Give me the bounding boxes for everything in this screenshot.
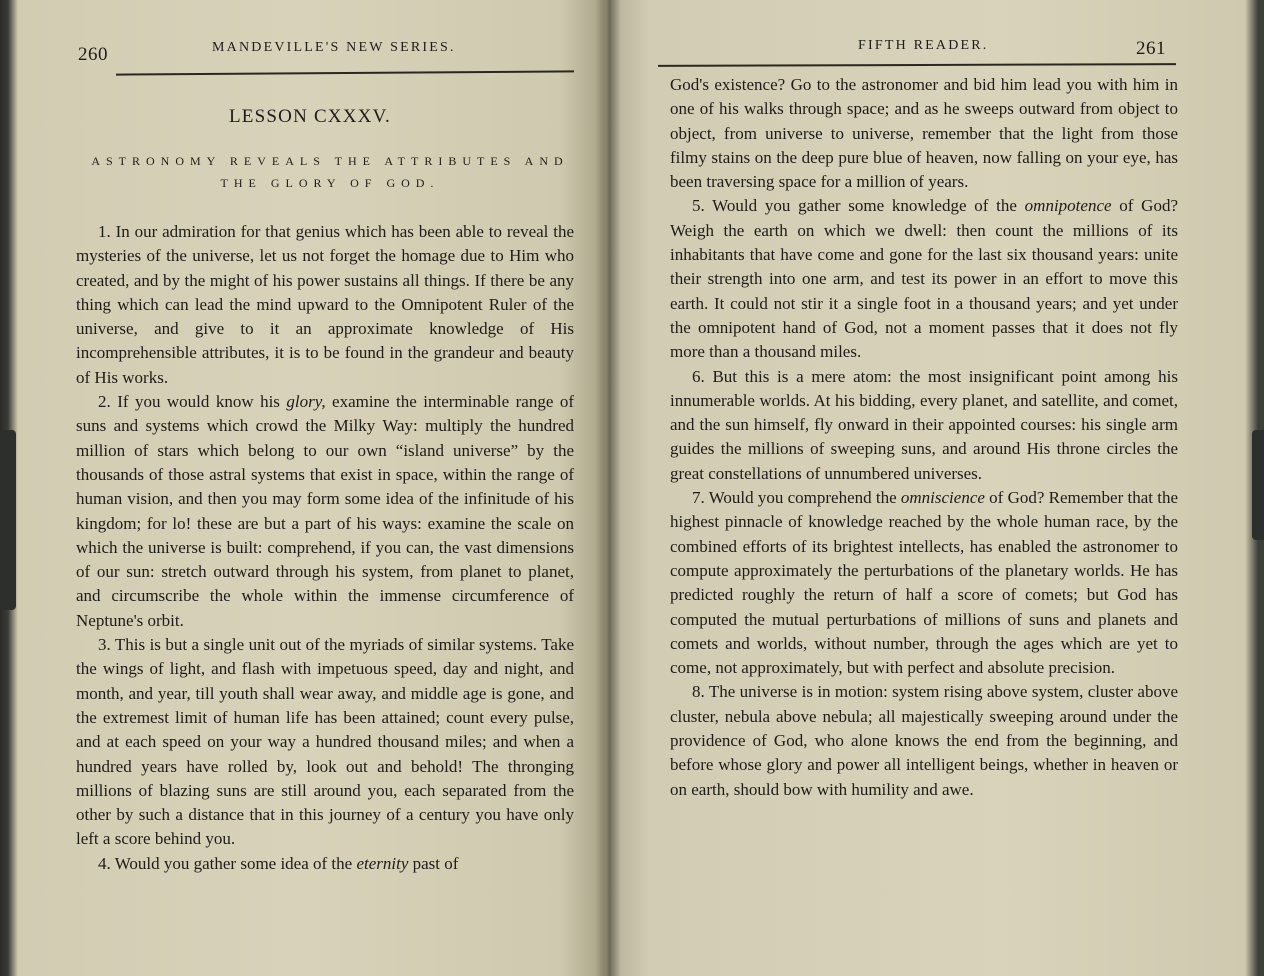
paragraph-4 (76, 852, 574, 876)
subtitle-line-2: THE GLORY OF GOD. (220, 176, 440, 190)
right-page-number: 261 (1136, 38, 1166, 59)
subtitle-line-1: ASTRONOMY REVEALS THE ATTRIBUTES AND (91, 154, 569, 168)
right-page (612, 0, 1252, 976)
paragraph-7-start: 7. Would you comprehend the (692, 488, 901, 508)
paragraph-4-continuation: God's existence? Go to the astronomer and bid him lead you with him in one of his walks through space; and as he sweeps outward from object to object, from universe to universe, remember that the light from those filmy stains on the deep pure blue of heaven, now falling on your eye, has been traversing space for a million of years. (670, 75, 1178, 192)
book-clip-left (0, 430, 16, 610)
right-body-text (670, 73, 1178, 802)
paragraph-5 (670, 194, 1178, 364)
paragraph-5-rest: of God? Weigh the earth on which we dwell: then count the millions of its inhabitants that have come and gone for the last six thousand years: unite their strength into one arm, and test its power in an effort to move this earth. It could not stir it a single foot in a thousand years; and yet under the omnipotent hand of God, not a moment passes that it does not fly more than a thousand miles. (670, 196, 1178, 362)
left-running-head: MANDEVILLE'S NEW SERIES. (212, 40, 456, 55)
left-header-rule (116, 70, 574, 75)
paragraph-7 (670, 486, 1178, 680)
left-page-number: 260 (78, 44, 108, 65)
paragraph-2 (76, 390, 574, 633)
paragraph-5-italic: omnipotence (1024, 196, 1112, 216)
right-header-rule (658, 63, 1176, 67)
paragraph-4-rest: past of (408, 853, 459, 873)
paragraph-5-start: 5. Would you gather some knowledge of the (692, 196, 1025, 216)
lesson-title: LESSON CXXXV. (229, 106, 391, 127)
paragraph-2-start: 2. If you would know his (98, 392, 287, 412)
paragraph-4-italic: eternity (356, 853, 409, 873)
paragraph-3: 3. This is but a single unit out of the myriads of similar systems. Take the wings of light, and flash with impetuous speed, day and night, and month, and year, till youth shall wear away, and middle age is gone, and the extremest limit of human life has been attained; count every pulse, and at each speed on your way a hundred thousand miles; and when a hundred years have rolled by, look out and behold! The thronging millions of blazing suns are still around you, each separated from the other by such a distance that in this journey of a century you have only left a score behind you. (76, 635, 574, 849)
paragraph-4-start: 4. Would you gather some idea of the (98, 853, 357, 873)
paragraph-7-italic: omniscience (900, 488, 985, 508)
book-clip-right (1252, 430, 1264, 540)
paragraph-8: 8. The universe is in motion: system rising above system, cluster above cluster, nebula above nebula; all majestically sweeping around under the providence of God, who alone knows the end from the beginning, and before whose glory and power all intelligent beings, whether in heaven or on earth, should bow with humility and awe. (670, 682, 1178, 799)
left-body-text (76, 220, 574, 876)
paragraph-6: 6. But this is a mere atom: the most insignificant point among his innumerable worlds. At his bidding, every planet, and satellite, and comet, and the sun himself, fly onward in their appointed courses: his single arm guides the millions of sweeping suns, and around His throne circles the great constellations of unnumbered universes. (670, 366, 1178, 483)
paragraph-2-italic: glory, (286, 392, 326, 412)
paragraph-7-rest: of God? Remember that the highest pinnacle of knowledge reached by the whole human race, by the combined efforts of its brightest intellects, has enabled the astronomer to compute approximately the perturbations of the planetary worlds. He has predicted roughly the return of half a score of comets; but God has computed the mutual perturbations of millions of suns and planets and comets and worlds, without number, through the ages which are yet to come, not approximately, but with perfect and absolute precision. (670, 488, 1178, 678)
left-page (20, 0, 600, 976)
right-running-head: FIFTH READER. (858, 38, 989, 53)
paragraph-1: 1. In our admiration for that genius which has been able to reveal the mysteries of the universe, let us not forget the homage due to Him who created, and by the might of his power sustains all things. If there be any thing which can lead the mind upward to the Omnipotent Ruler of the universe, and give to it an approximate knowledge of His incomprehensible attributes, it is to be found in the grandeur and beauty of His works. (76, 222, 574, 387)
paragraph-2-rest: examine the interminable range of suns and systems which crowd the Milky Way: multiply the hundred million of stars which belong to our own “island universe” by the thousands of those astral systems that exist in space, within the range of human vision, and then you may form some idea of the infinitude of his kingdom; for lo! these are but a part of his ways: examine the scale on which the universe is built: comprehend, if you can, the vast dimensions of our sun: stretch outward through his system, from planet to planet, and circumscribe the whole within the immense circumference of Neptune's orbit. (76, 392, 574, 630)
lesson-subtitle (90, 150, 570, 194)
